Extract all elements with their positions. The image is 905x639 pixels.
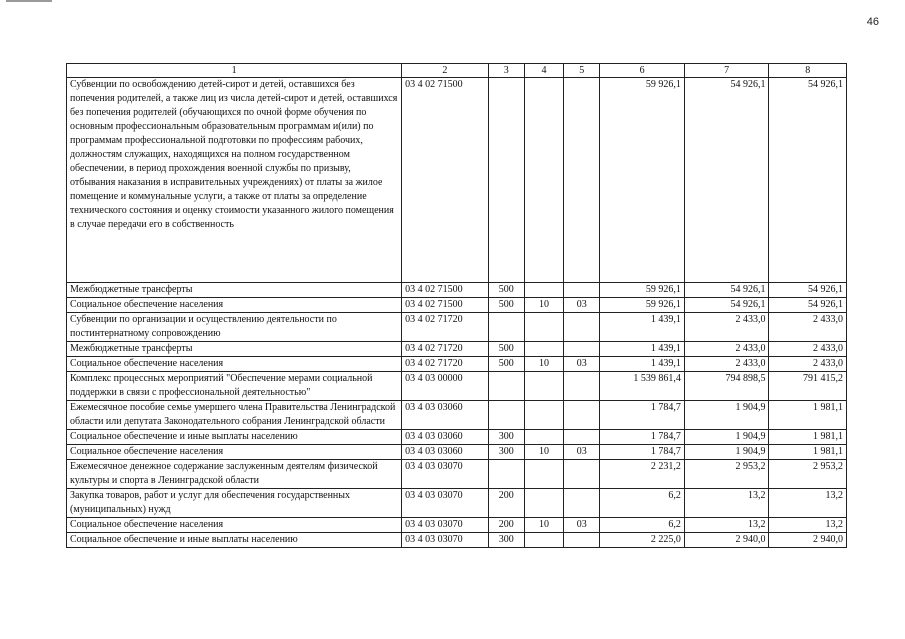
row-amount-year2-cell: 54 926,1 (684, 298, 769, 313)
row-code-cell: 03 4 02 71500 (402, 298, 489, 313)
row-section-cell: 10 (524, 518, 563, 533)
row-section-cell (524, 401, 563, 430)
table-row (67, 372, 847, 401)
row-amount-year1-cell: 1 439,1 (600, 313, 685, 342)
header-cell: 3 (488, 64, 524, 78)
row-amount-year2-cell: 2 433,0 (684, 357, 769, 372)
row-expense-type-cell: 300 (488, 430, 524, 445)
table-body (67, 64, 847, 548)
header-cell: 4 (524, 64, 563, 78)
row-amount-year1-cell: 1 784,7 (600, 401, 685, 430)
row-amount-year2-cell: 13,2 (684, 489, 769, 518)
row-amount-year3-cell: 1 981,1 (769, 430, 847, 445)
row-subsection-cell: 03 (564, 445, 600, 460)
row-expense-type-cell (488, 372, 524, 401)
row-amount-year2-cell: 1 904,9 (684, 445, 769, 460)
row-amount-year1-cell: 59 926,1 (600, 298, 685, 313)
row-amount-year3-cell: 2 433,0 (769, 313, 847, 342)
row-section-cell (524, 533, 563, 548)
row-code-cell: 03 4 02 71720 (402, 313, 489, 342)
row-code-cell: 03 4 03 03060 (402, 430, 489, 445)
row-expense-type-cell: 200 (488, 518, 524, 533)
table-row (67, 489, 847, 518)
table-row (67, 430, 847, 445)
row-amount-year1-cell: 1 784,7 (600, 445, 685, 460)
row-amount-year3-cell: 1 981,1 (769, 445, 847, 460)
row-amount-year3-cell: 2 433,0 (769, 357, 847, 372)
row-name-cell: Социальное обеспечение и иные выплаты населению (67, 430, 402, 445)
row-amount-year2-cell: 54 926,1 (684, 283, 769, 298)
row-section-cell: 10 (524, 357, 563, 372)
row-name-cell: Социальное обеспечение населения (67, 445, 402, 460)
table-row (67, 533, 847, 548)
row-name-cell: Субвенции по организации и осуществлению деятельности по постинтернатному сопровождению (67, 313, 402, 342)
row-expense-type-cell: 500 (488, 342, 524, 357)
row-subsection-cell (564, 430, 600, 445)
row-section-cell (524, 78, 563, 283)
row-amount-year2-cell: 13,2 (684, 518, 769, 533)
row-amount-year3-cell: 791 415,2 (769, 372, 847, 401)
row-amount-year1-cell: 1 539 861,4 (600, 372, 685, 401)
row-code-cell: 03 4 03 03070 (402, 460, 489, 489)
row-subsection-cell (564, 533, 600, 548)
row-subsection-cell (564, 401, 600, 430)
row-expense-type-cell: 500 (488, 357, 524, 372)
row-subsection-cell (564, 489, 600, 518)
header-cell: 6 (600, 64, 685, 78)
row-expense-type-cell (488, 313, 524, 342)
table-row (67, 445, 847, 460)
budget-table (66, 63, 847, 548)
row-name-cell: Межбюджетные трансферты (67, 342, 402, 357)
table-row (67, 313, 847, 342)
row-name-cell: Социальное обеспечение и иные выплаты населению (67, 533, 402, 548)
row-section-cell (524, 489, 563, 518)
row-amount-year3-cell: 2 953,2 (769, 460, 847, 489)
header-cell: 5 (564, 64, 600, 78)
scan-edge-mark (6, 0, 52, 2)
row-amount-year2-cell: 794 898,5 (684, 372, 769, 401)
row-subsection-cell (564, 313, 600, 342)
row-code-cell: 03 4 03 03060 (402, 401, 489, 430)
row-section-cell: 10 (524, 445, 563, 460)
header-cell: 2 (402, 64, 489, 78)
header-cell: 1 (67, 64, 402, 78)
row-amount-year2-cell: 54 926,1 (684, 78, 769, 283)
row-expense-type-cell: 300 (488, 533, 524, 548)
row-amount-year3-cell: 1 981,1 (769, 401, 847, 430)
row-amount-year2-cell: 2 433,0 (684, 342, 769, 357)
page-number: 46 (866, 16, 879, 28)
row-code-cell: 03 4 02 71500 (402, 78, 489, 283)
row-name-cell: Закупка товаров, работ и услуг для обеспечения государственных (муниципальных) нужд (67, 489, 402, 518)
row-name-cell: Ежемесячное пособие семье умершего члена Правительства Ленинградской области или депутата Законодательного собрания Ленинградской области (67, 401, 402, 430)
row-expense-type-cell: 500 (488, 298, 524, 313)
row-expense-type-cell: 200 (488, 489, 524, 518)
row-code-cell: 03 4 02 71720 (402, 342, 489, 357)
table-row (67, 401, 847, 430)
row-expense-type-cell: 500 (488, 283, 524, 298)
row-amount-year1-cell: 59 926,1 (600, 78, 685, 283)
row-subsection-cell: 03 (564, 518, 600, 533)
header-cell: 7 (684, 64, 769, 78)
row-name-cell: Социальное обеспечение населения (67, 518, 402, 533)
row-amount-year1-cell: 6,2 (600, 489, 685, 518)
row-name-cell: Субвенции по освобождению детей-сирот и детей, оставшихся без попечения родителей, а также лиц из числа детей-сирот и детей, оставшихся без попечения родителей (обучающихся по очной форме обучения по основным профессиональным образовательным программам и(или) по программам профессиональной подготовки по профессиям рабочих, должностям служащих, находящихся на полном государственном обеспечении, в период прохождения военной службы по призыву, отбывания наказания в исправительных учреждениях) от платы за жилое помещение и коммунальные услуги, а также от платы за определение технического состояния и оценку стоимости указанного жилого помещения в случае передачи его в собственность (67, 78, 402, 283)
row-expense-type-cell: 300 (488, 445, 524, 460)
row-section-cell (524, 372, 563, 401)
row-section-cell (524, 342, 563, 357)
table-row (67, 283, 847, 298)
row-subsection-cell: 03 (564, 357, 600, 372)
row-subsection-cell: 03 (564, 298, 600, 313)
row-subsection-cell (564, 283, 600, 298)
row-amount-year3-cell: 54 926,1 (769, 78, 847, 283)
row-name-cell: Социальное обеспечение населения (67, 298, 402, 313)
table-header-row (67, 64, 847, 78)
table-row (67, 78, 847, 283)
row-amount-year3-cell: 13,2 (769, 518, 847, 533)
row-amount-year1-cell: 1 439,1 (600, 357, 685, 372)
row-amount-year1-cell: 2 231,2 (600, 460, 685, 489)
row-amount-year1-cell: 1 784,7 (600, 430, 685, 445)
row-amount-year3-cell: 54 926,1 (769, 298, 847, 313)
table-row (67, 460, 847, 489)
row-name-cell: Социальное обеспечение населения (67, 357, 402, 372)
row-section-cell (524, 283, 563, 298)
row-code-cell: 03 4 03 00000 (402, 372, 489, 401)
row-amount-year2-cell: 2 953,2 (684, 460, 769, 489)
row-code-cell: 03 4 03 03060 (402, 445, 489, 460)
row-amount-year2-cell: 2 940,0 (684, 533, 769, 548)
table-row (67, 342, 847, 357)
row-amount-year1-cell: 59 926,1 (600, 283, 685, 298)
table-row (67, 357, 847, 372)
row-amount-year1-cell: 1 439,1 (600, 342, 685, 357)
row-subsection-cell (564, 372, 600, 401)
row-amount-year2-cell: 2 433,0 (684, 313, 769, 342)
row-code-cell: 03 4 03 03070 (402, 518, 489, 533)
row-section-cell: 10 (524, 298, 563, 313)
row-subsection-cell (564, 78, 600, 283)
row-amount-year2-cell: 1 904,9 (684, 401, 769, 430)
row-amount-year3-cell: 13,2 (769, 489, 847, 518)
header-cell: 8 (769, 64, 847, 78)
row-code-cell: 03 4 02 71500 (402, 283, 489, 298)
row-amount-year2-cell: 1 904,9 (684, 430, 769, 445)
row-code-cell: 03 4 02 71720 (402, 357, 489, 372)
row-name-cell: Ежемесячное денежное содержание заслуженным деятелям физической культуры и спорта в Ленинградской области (67, 460, 402, 489)
row-code-cell: 03 4 03 03070 (402, 533, 489, 548)
table-row (67, 298, 847, 313)
row-amount-year3-cell: 2 433,0 (769, 342, 847, 357)
row-code-cell: 03 4 03 03070 (402, 489, 489, 518)
row-name-cell: Межбюджетные трансферты (67, 283, 402, 298)
row-subsection-cell (564, 460, 600, 489)
row-expense-type-cell (488, 460, 524, 489)
row-section-cell (524, 313, 563, 342)
row-amount-year3-cell: 54 926,1 (769, 283, 847, 298)
row-section-cell (524, 430, 563, 445)
row-expense-type-cell (488, 78, 524, 283)
row-name-cell: Комплекс процессных мероприятий "Обеспечение мерами социальной поддержки в связи с профессиональной деятельностью" (67, 372, 402, 401)
row-section-cell (524, 460, 563, 489)
table-row (67, 518, 847, 533)
row-amount-year1-cell: 6,2 (600, 518, 685, 533)
row-subsection-cell (564, 342, 600, 357)
row-expense-type-cell (488, 401, 524, 430)
row-amount-year3-cell: 2 940,0 (769, 533, 847, 548)
row-amount-year1-cell: 2 225,0 (600, 533, 685, 548)
